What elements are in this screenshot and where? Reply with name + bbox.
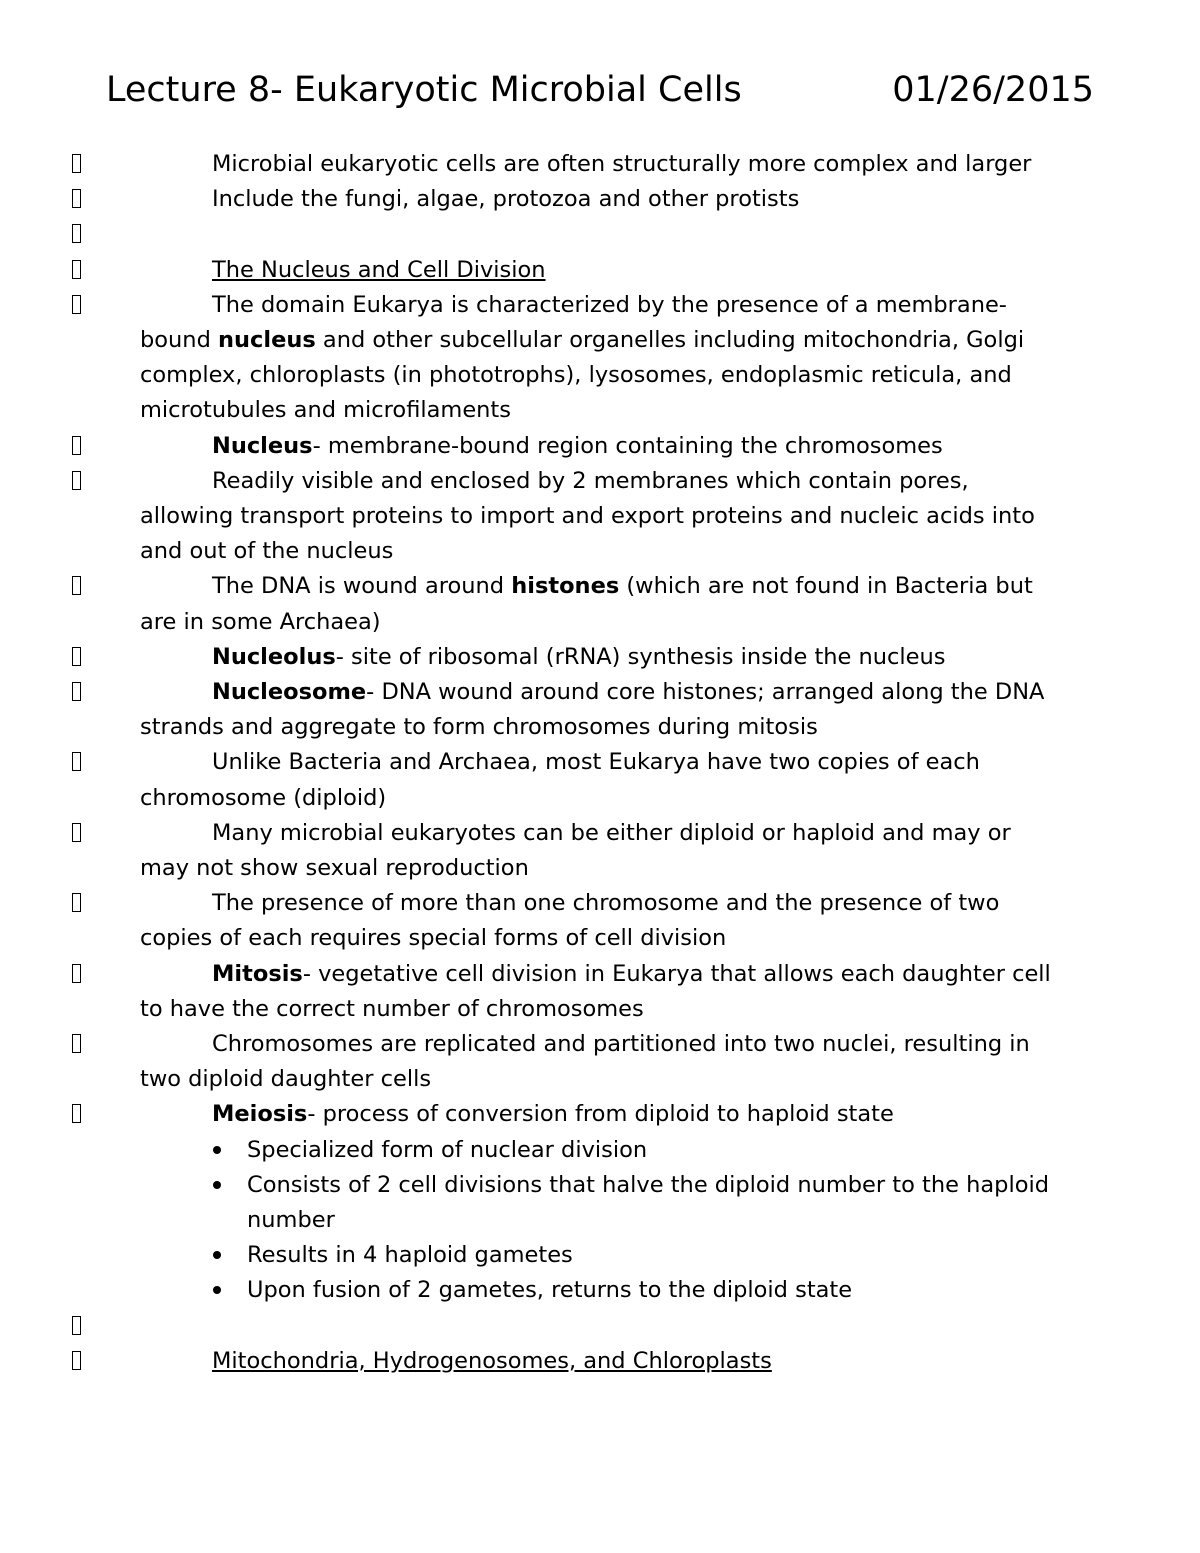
bullet-text: Upon fusion of 2 gametes, returns to the diploid state <box>247 1277 853 1304</box>
note-item <box>140 464 1060 570</box>
note-item <box>140 182 1060 217</box>
note-item <box>140 1097 1060 1132</box>
bullet-dot-icon <box>213 1251 221 1259</box>
note-text: Include the fungi, algae, protozoa and other protists <box>212 186 800 213</box>
note-item <box>140 147 1060 182</box>
missing-glyph-icon <box>68 182 88 217</box>
missing-glyph-icon <box>68 1344 88 1379</box>
bullet-item <box>140 1133 1060 1168</box>
bullet-item <box>140 1238 1060 1273</box>
bullet-text: Specialized form of nuclear division <box>247 1136 648 1163</box>
note-text: Unlike Bacteria and Archaea, most Eukarya have two copies of each chromosome (diploid) <box>140 749 980 811</box>
section-heading: The Nucleus and Cell Division <box>212 256 546 283</box>
note-item <box>140 675 1060 745</box>
missing-glyph-icon <box>68 1097 88 1132</box>
bullet-item <box>140 1273 1060 1308</box>
key-term: Nucleosome <box>212 679 367 706</box>
note-text: - process of conversion from diploid to haploid state <box>307 1101 894 1128</box>
missing-glyph-icon <box>68 886 88 921</box>
key-term: histones <box>511 573 620 600</box>
note-text: The domain Eukarya is characterized by the presence of a membrane-bound <box>140 291 1007 353</box>
missing-glyph-icon <box>68 640 88 675</box>
lecture-date: 01/26/2015 <box>892 70 1094 110</box>
note-text: Many microbial eukaryotes can be either diploid or haploid and may or may not show sexual reproduction <box>140 819 1011 882</box>
missing-glyph-icon <box>68 253 88 288</box>
title-row <box>106 70 1094 110</box>
section-heading: Mitochondria, Hydrogenosomes, and Chloroplasts <box>212 1347 772 1374</box>
note-list-tail <box>140 1309 1060 1379</box>
missing-glyph-icon <box>68 745 88 780</box>
meiosis-bullet-list <box>140 1133 1060 1309</box>
lecture-title: Lecture 8- Eukaryotic Microbial Cells <box>106 70 742 110</box>
note-text: and other subcellular organelles including mitochondria, Golgi complex, chloroplasts (in phototrophs), lysosomes, endoplasmic reticula, and microtubules and microfilaments <box>140 327 1025 424</box>
note-item <box>140 217 1060 252</box>
key-term: Meiosis <box>212 1101 308 1128</box>
note-text: - DNA wound around core histones; arranged along the DNA strands and aggregate to form chromosomes during mitosis <box>140 679 1045 741</box>
note-item <box>140 1027 1060 1097</box>
missing-glyph-icon <box>68 569 88 604</box>
note-item <box>140 816 1060 886</box>
note-text: Microbial eukaryotic cells are often structurally more complex and larger <box>212 151 1032 177</box>
note-item <box>140 640 1060 675</box>
bullet-text: Results in 4 haploid gametes <box>247 1242 573 1269</box>
note-item <box>140 429 1060 464</box>
key-term: Mitosis <box>212 960 303 987</box>
missing-glyph-icon <box>68 288 88 323</box>
missing-glyph-icon <box>68 1309 88 1344</box>
note-item <box>140 253 1060 288</box>
note-text: The presence of more than one chromosome and the presence of two copies of each requires special forms of cell division <box>140 890 1000 952</box>
note-text: The DNA is wound around <box>212 573 512 600</box>
bullet-dot-icon <box>213 1181 221 1189</box>
key-term: nucleus <box>218 327 316 353</box>
note-item <box>140 745 1060 815</box>
missing-glyph-icon <box>68 816 88 851</box>
notes-body <box>140 147 1060 1379</box>
note-item <box>140 288 1060 429</box>
key-term: Nucleus <box>212 432 313 459</box>
note-text: - vegetative cell division in Eukarya that allows each daughter cell to have the correct number of chromosomes <box>140 960 1051 1022</box>
note-item <box>140 886 1060 956</box>
note-list <box>140 147 1060 1133</box>
bullet-text: Consists of 2 cell divisions that halve the diploid number to the haploid number <box>247 1171 1049 1234</box>
missing-glyph-icon <box>68 957 88 992</box>
missing-glyph-icon <box>68 464 88 499</box>
missing-glyph-icon <box>68 147 88 182</box>
note-item <box>140 1309 1060 1344</box>
bullet-dot-icon <box>213 1146 221 1154</box>
bullet-dot-icon <box>213 1286 221 1294</box>
missing-glyph-icon <box>68 675 88 710</box>
missing-glyph-icon <box>68 217 88 252</box>
note-item <box>140 1344 1060 1379</box>
bullet-item <box>140 1168 1060 1238</box>
note-text: - site of ribosomal (rRNA) synthesis inside the nucleus <box>335 643 946 670</box>
note-text: Readily visible and enclosed by 2 membranes which contain pores, allowing transport proteins to import and export proteins and nucleic acids into and out of the nucleus <box>140 467 1035 565</box>
note-item <box>140 569 1060 639</box>
note-text: (which are not found in Bacteria but are in some Archaea) <box>140 573 1033 635</box>
missing-glyph-icon <box>68 1027 88 1062</box>
note-text: - membrane-bound region containing the chromosomes <box>312 432 943 459</box>
missing-glyph-icon <box>68 429 88 464</box>
key-term: Nucleolus <box>212 643 336 670</box>
note-text: Chromosomes are replicated and partitioned into two nuclei, resulting in two diploid daughter cells <box>140 1031 1030 1093</box>
note-item <box>140 957 1060 1027</box>
